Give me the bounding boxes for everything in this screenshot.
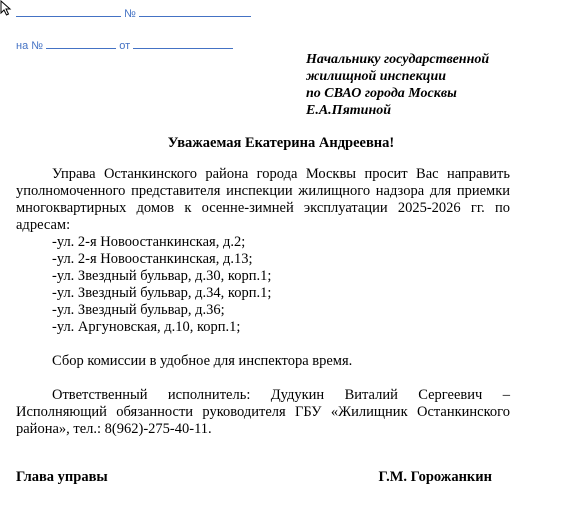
address-item: -ул. Звездный бульвар, д.34, корп.1; xyxy=(52,285,272,301)
addressee-line: Е.А.Пятиной xyxy=(306,103,392,118)
reference-from-label: от xyxy=(119,40,131,52)
address-item: -ул. 2-я Новоостанкинская, д.2; xyxy=(52,234,246,250)
commission-paragraph: Сбор комиссии в удобное для инспектора время. xyxy=(52,353,353,369)
letter-body xyxy=(16,166,510,438)
address-item: -ул. Звездный бульвар, д.30, корп.1; xyxy=(52,268,272,284)
address-list xyxy=(16,234,510,336)
addressee-block xyxy=(306,51,489,119)
signatory-role: Глава управы xyxy=(16,469,108,485)
outgoing-number-blank[interactable] xyxy=(16,6,121,17)
outgoing-date-blank[interactable] xyxy=(139,6,251,17)
request-paragraph: Управа Останкинского района города Москвы просит Вас направить уполномоченного представителя инспекции жилищного надзора для приемки многоквартирных домов к осенне-зимней эксплуатации 2025-2026 гг. по адресам: xyxy=(16,166,510,233)
spacer xyxy=(16,336,510,353)
address-item: -ул. 2-я Новоостанкинская, д.13; xyxy=(52,251,253,267)
outgoing-registration-line xyxy=(16,6,251,21)
contact-paragraph: Ответственный исполнитель: Дудукин Виталий Сергеевич – Исполняющий обязанности руководителя ГБУ «Жилищник Останкинского района», тел.: 8(962)-275-40-11. xyxy=(16,387,510,437)
reference-date-blank[interactable] xyxy=(133,38,233,49)
addressee-line: жилищной инспекции xyxy=(306,69,447,84)
address-item: -ул. Аргуновская, д.10, корп.1; xyxy=(52,319,241,335)
reference-registration-line xyxy=(16,38,233,53)
number-sign: № xyxy=(124,8,136,20)
signatory-name: Г.М. Горожанкин xyxy=(378,469,492,485)
greeting: Уважаемая Екатерина Андреевна! xyxy=(167,135,395,151)
spacer xyxy=(16,370,510,387)
reference-number-blank[interactable] xyxy=(46,38,116,49)
reference-prefix: на № xyxy=(16,40,44,52)
addressee-line: Начальнику государственной xyxy=(306,52,490,67)
mouse-cursor-icon xyxy=(0,0,12,16)
addressee-line: по СВАО города Москвы xyxy=(306,86,457,101)
address-item: -ул. Звездный бульвар, д.36; xyxy=(52,302,225,318)
